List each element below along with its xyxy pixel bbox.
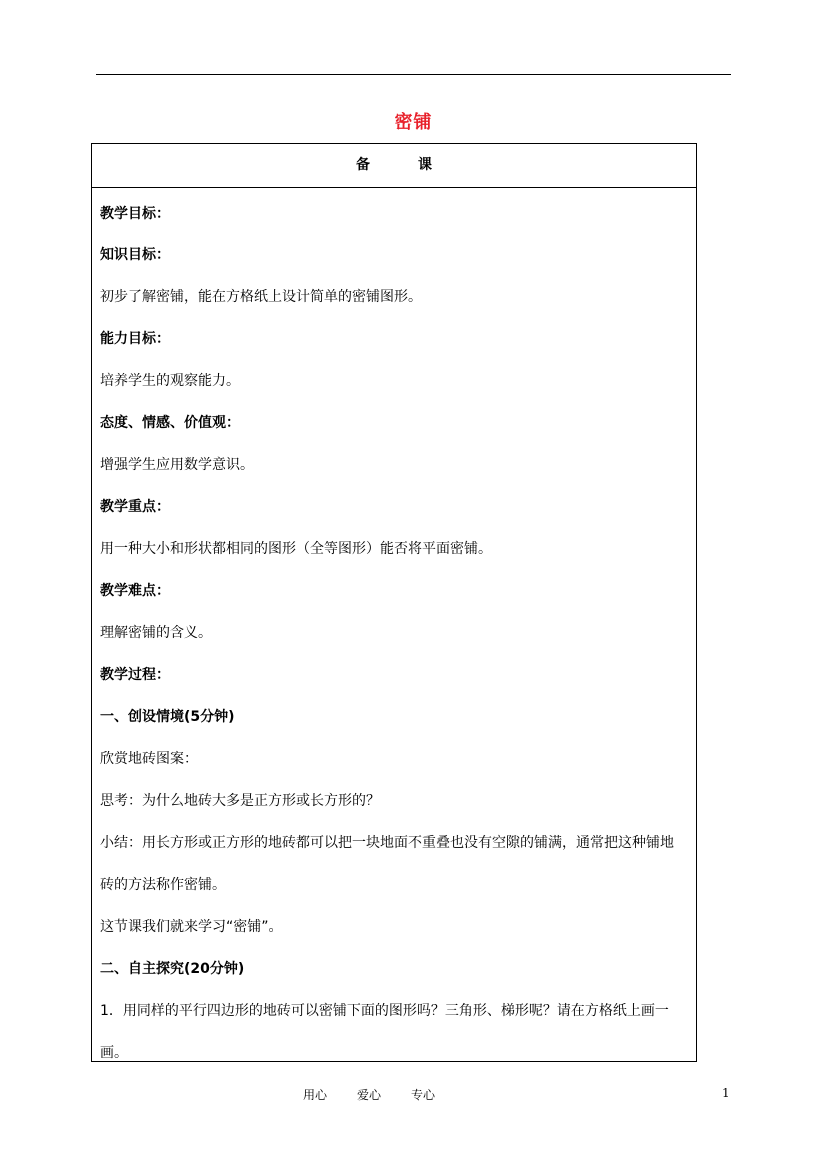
lesson-table xyxy=(91,143,697,1062)
document-title: 密铺 xyxy=(394,112,433,133)
body-text-line: 初步了解密铺，能在方格纸上设计简单的密铺图形。 xyxy=(100,289,422,305)
table-header xyxy=(92,144,696,188)
body-text-line: 画。 xyxy=(100,1045,128,1061)
body-text-line: 1．用同样的平行四边形的地砖可以密铺下面的图形吗？三角形、梯形呢？请在方格纸上画一 xyxy=(100,1003,669,1019)
section-heading: 教学目标： xyxy=(100,206,170,222)
section-heading: 教学重点： xyxy=(100,499,170,515)
section-heading: 教学难点： xyxy=(100,583,170,599)
footer-motto: 爱心 xyxy=(357,1088,382,1102)
footer-motto: 专心 xyxy=(411,1088,436,1102)
section-heading: 二、自主探究(20分钟) xyxy=(100,961,245,977)
section-heading: 一、创设情境(5分钟) xyxy=(100,709,235,725)
body-text-line: 这节课我们就来学习“密铺”。 xyxy=(100,919,283,935)
body-text-line: 砖的方法称作密铺。 xyxy=(100,877,226,893)
table-header-char-2: 课 xyxy=(418,157,432,173)
footer-mottos xyxy=(303,1086,465,1103)
section-heading: 教学过程： xyxy=(100,667,170,683)
body-text-line: 理解密铺的含义。 xyxy=(100,625,212,641)
header-rule xyxy=(96,74,731,75)
body-text-line: 小结：用长方形或正方形的地砖都可以把一块地面不重叠也没有空隙的铺满，通常把这种铺地 xyxy=(100,835,674,851)
page-number: 1 xyxy=(722,1086,730,1100)
body-text-line: 欣赏地砖图案： xyxy=(100,751,198,767)
section-heading: 能力目标： xyxy=(100,331,170,347)
body-text-line: 思考：为什么地砖大多是正方形或长方形的？ xyxy=(100,793,380,809)
body-text-line: 增强学生应用数学意识。 xyxy=(100,457,254,473)
body-text-line: 用一种大小和形状都相同的图形（全等图形）能否将平面密铺。 xyxy=(100,541,492,557)
section-heading: 知识目标： xyxy=(100,247,170,263)
table-header-char-1: 备 xyxy=(356,157,370,173)
section-heading: 态度、情感、价值观： xyxy=(100,415,240,431)
footer-motto: 用心 xyxy=(303,1088,328,1102)
body-text-line: 培养学生的观察能力。 xyxy=(100,373,240,389)
